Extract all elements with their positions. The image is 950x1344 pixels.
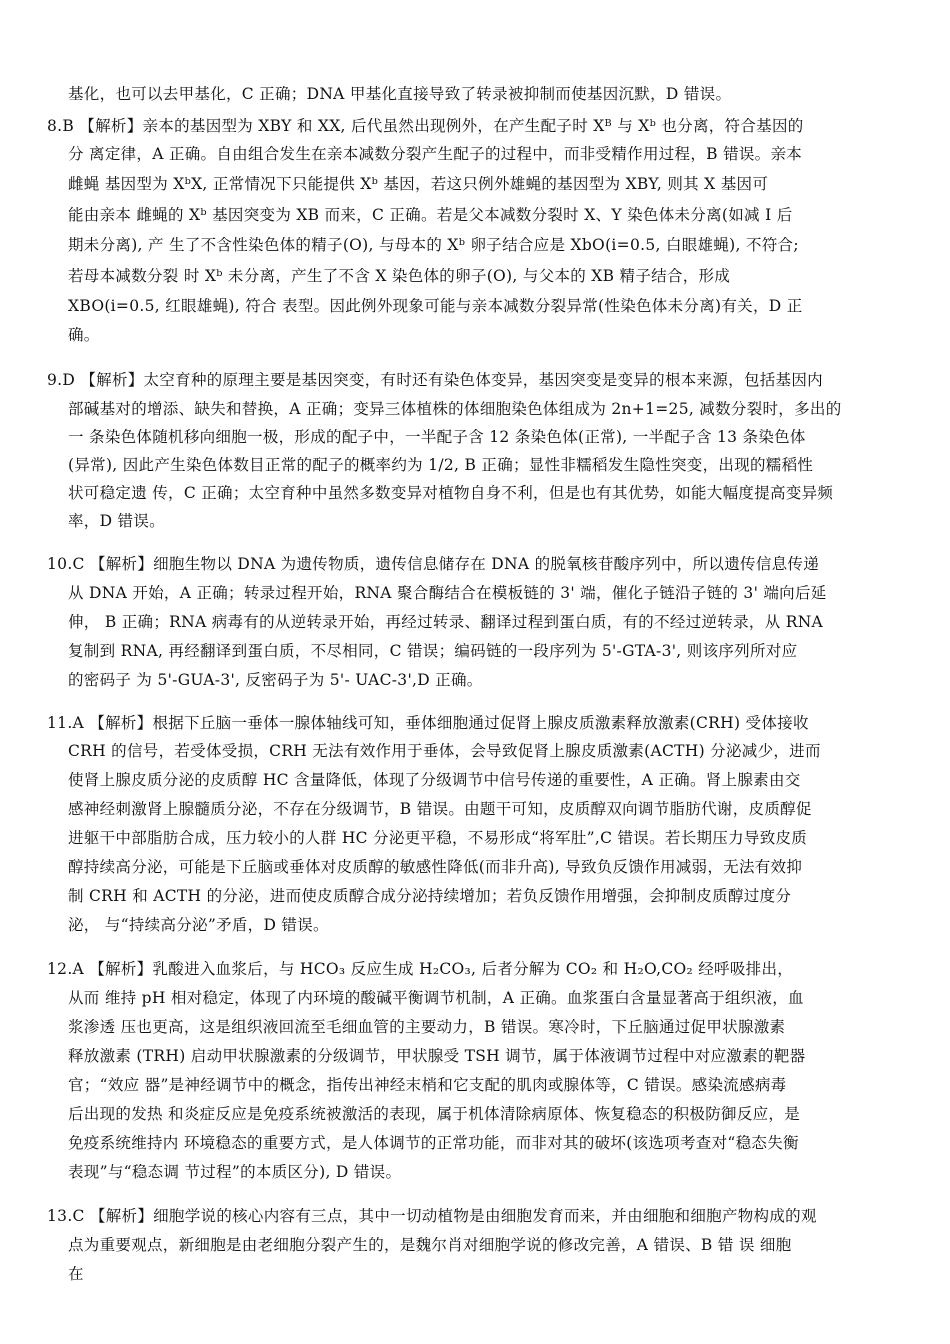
text-line-15: 率，D 错误。 <box>68 512 165 530</box>
text-line-26: 醇持续高分泌，可能是下丘脑或垂体对皮质醇的敏感性降低(而非升高), 导致负反馈作用减弱，无法有效抑 <box>68 858 803 876</box>
text-line-17: 从 DNA 开始，A 正确；转录过程开始，RNA 聚合酶结合在模板链的 3' 端，催化子链沿子链的 3' 端向后延 <box>68 584 827 602</box>
text-line-36: 表现”与“稳态调 节过程”的本质区分), D 错误。 <box>68 1163 402 1181</box>
text-line-22: CRH 的信号，若受体受损，CRH 无法有效作用于垂体，会导致促肾上腺皮质激素(ACTH) 分泌减少，进而 <box>68 742 821 760</box>
text-line-7: 若母本减数分裂 时 Xᵇ 未分离，产生了不含 X 染色体的卵子(O), 与父本的 XB 精子结合，形成 <box>68 267 731 285</box>
text-line-10: 9.D 【解析】太空育种的原理主要是基因突变，有时还有染色体变异，基因突变是变异的根本来源，包括基因内 <box>47 371 823 389</box>
text-line-12: 一 条染色体随机移向细胞一极，形成的配子中，一半配子含 12 条染色体(正常), 一半配子含 13 条染色体 <box>68 428 806 446</box>
text-line-39: 在 <box>68 1265 84 1283</box>
text-line-31: 浆渗透 压也更高，这是组织液回流至毛细血管的主要动力，B 错误。寒冷时，下丘脑通过促甲状腺激素 <box>68 1018 786 1036</box>
text-line-1: 基化，也可以去甲基化，C 正确；DNA 甲基化直接导致了转录被抑制而使基因沉默，D 错误。 <box>68 85 732 103</box>
text-line-32: 释放激素 (TRH) 启动甲状腺激素的分级调节，甲状腺受 TSH 调节，属于体液调节过程中对应激素的靶器 <box>68 1047 806 1065</box>
text-line-24: 感神经刺激肾上腺髓质分泌，不存在分级调节，B 错误。由题干可知，皮质醇双向调节脂肪代谢，皮质醇促 <box>68 800 812 818</box>
text-line-8: XBO(i=0.5, 红眼雄蝇), 符合 表型。因此例外现象可能与亲本减数分裂异常(性染色体未分离)有关，D 正 <box>68 297 803 315</box>
text-line-14: 状可稳定遗 传，C 正确；太空育种中虽然多数变异对植物自身不利，但是也有其优势，如能大幅度提高变异频 <box>68 484 834 502</box>
text-line-35: 免疫系统维持内 环境稳态的重要方式，是人体调节的正常功能，而非对其的破坏(该选项考查对“稳态失衡 <box>68 1134 799 1152</box>
text-line-28: 泌， 与“持续高分泌”矛盾，D 错误。 <box>68 916 329 934</box>
text-line-25: 进躯干中部脂肪合成，压力较小的人群 HC 分泌更平稳，不易形成“将军肚”,C 错误。若长期压力导致皮质 <box>68 829 808 847</box>
text-line-29: 12.A 【解析】乳酸进入血浆后，与 HCO₃ 反应生成 H₂CO₃, 后者分解为 CO₂ 和 H₂O,CO₂ 经呼吸排出， <box>47 960 794 978</box>
text-line-34: 后出现的发热 和炎症反应是免疫系统被激活的表现，属于机体清除病原体、恢复稳态的积极防御反应，是 <box>68 1105 801 1123</box>
text-line-16: 10.C 【解析】细胞生物以 DNA 为遗传物质，遗传信息储存在 DNA 的脱氧核苷酸序列中，所以遗传信息传递 <box>47 555 820 573</box>
text-line-6: 期未分离), 产 生了不含性染色体的精子(O), 与母本的 Xᵇ 卵子结合应是 XbO(i=0.5, 白眼雄蝇), 不符合; <box>68 236 799 254</box>
text-line-3: 分 离定律，A 正确。自由组合发生在亲本减数分裂产生配子的过程中，而非受精作用过程，B 错误。亲本 <box>68 145 803 163</box>
text-line-2: 8.B 【解析】亲本的基因型为 XBY 和 XX, 后代虽然出现例外，在产生配子时 Xᴮ 与 Xᵇ 也分离，符合基因的 <box>47 117 804 135</box>
text-line-27: 制 CRH 和 ACTH 的分泌，进而使皮质醇合成分泌持续增加；若负反馈作用增强，会抑制皮质醇过度分 <box>68 887 792 905</box>
text-line-9: 确。 <box>68 326 100 344</box>
text-line-23: 使肾上腺皮质分泌的皮质醇 HC 含量降低，体现了分级调节中信号传递的重要性，A 正确。肾上腺素由交 <box>68 771 801 789</box>
text-line-21: 11.A 【解析】根据下丘脑一垂体一腺体轴线可知，垂体细胞通过促肾上腺皮质激素释放激素(CRH) 受体接收 <box>47 714 809 732</box>
text-line-11: 部碱基对的增添、缺失和替换，A 正确；变异三体植株的体细胞染色体组成为 2n+1=25, 减数分裂时，多出的 <box>68 400 842 418</box>
text-line-30: 从而 维持 pH 相对稳定，体现了内环境的酸碱平衡调节机制，A 正确。血浆蛋白含量显著高于组织液，血 <box>68 989 804 1007</box>
text-line-4: 雌蝇 基因型为 XᵇX, 正常情况下只能提供 Xᵇ 基因，若这只例外雄蝇的基因型为 XBY, 则其 X 基因可 <box>68 175 769 193</box>
text-line-20: 的密码子 为 5'-GUA-3', 反密码子为 5'- UAC-3',D 正确。 <box>68 671 483 689</box>
text-line-5: 能由亲本 雌蝇的 Xᵇ 基因突变为 XB 而来，C 正确。若是父本减数分裂时 X、Y 染色体未分离(如减 I 后 <box>68 206 793 224</box>
text-line-13: (异常), 因此产生染色体数目正常的配子的概率约为 1/2, B 正确；显性非糯稻发生隐性突变，出现的糯稻性 <box>68 456 814 474</box>
text-line-38: 点为重要观点，新细胞是由老细胞分裂产生的，是魏尔肖对细胞学说的修改完善，A 错误、B 错 误 细胞 <box>68 1236 792 1254</box>
text-line-33: 官；“效应 器”是神经调节中的概念，指传出神经末梢和它支配的肌肉或腺体等，C 错误。感染流感病毒 <box>68 1076 787 1094</box>
text-line-37: 13.C 【解析】细胞学说的核心内容有三点，其中一切动植物是由细胞发育而来，并由细胞和细胞产物构成的观 <box>47 1207 817 1225</box>
text-line-19: 复制到 RNA, 再经翻译到蛋白质，不尽相同，C 错误；编码链的一段序列为 5'-GTA-3', 则该序列所对应 <box>68 642 798 660</box>
text-line-18: 伸， B 正确；RNA 病毒有的从逆转录开始，再经过转录、翻译过程到蛋白质，有的不经过逆转录，从 RNA <box>68 613 824 631</box>
